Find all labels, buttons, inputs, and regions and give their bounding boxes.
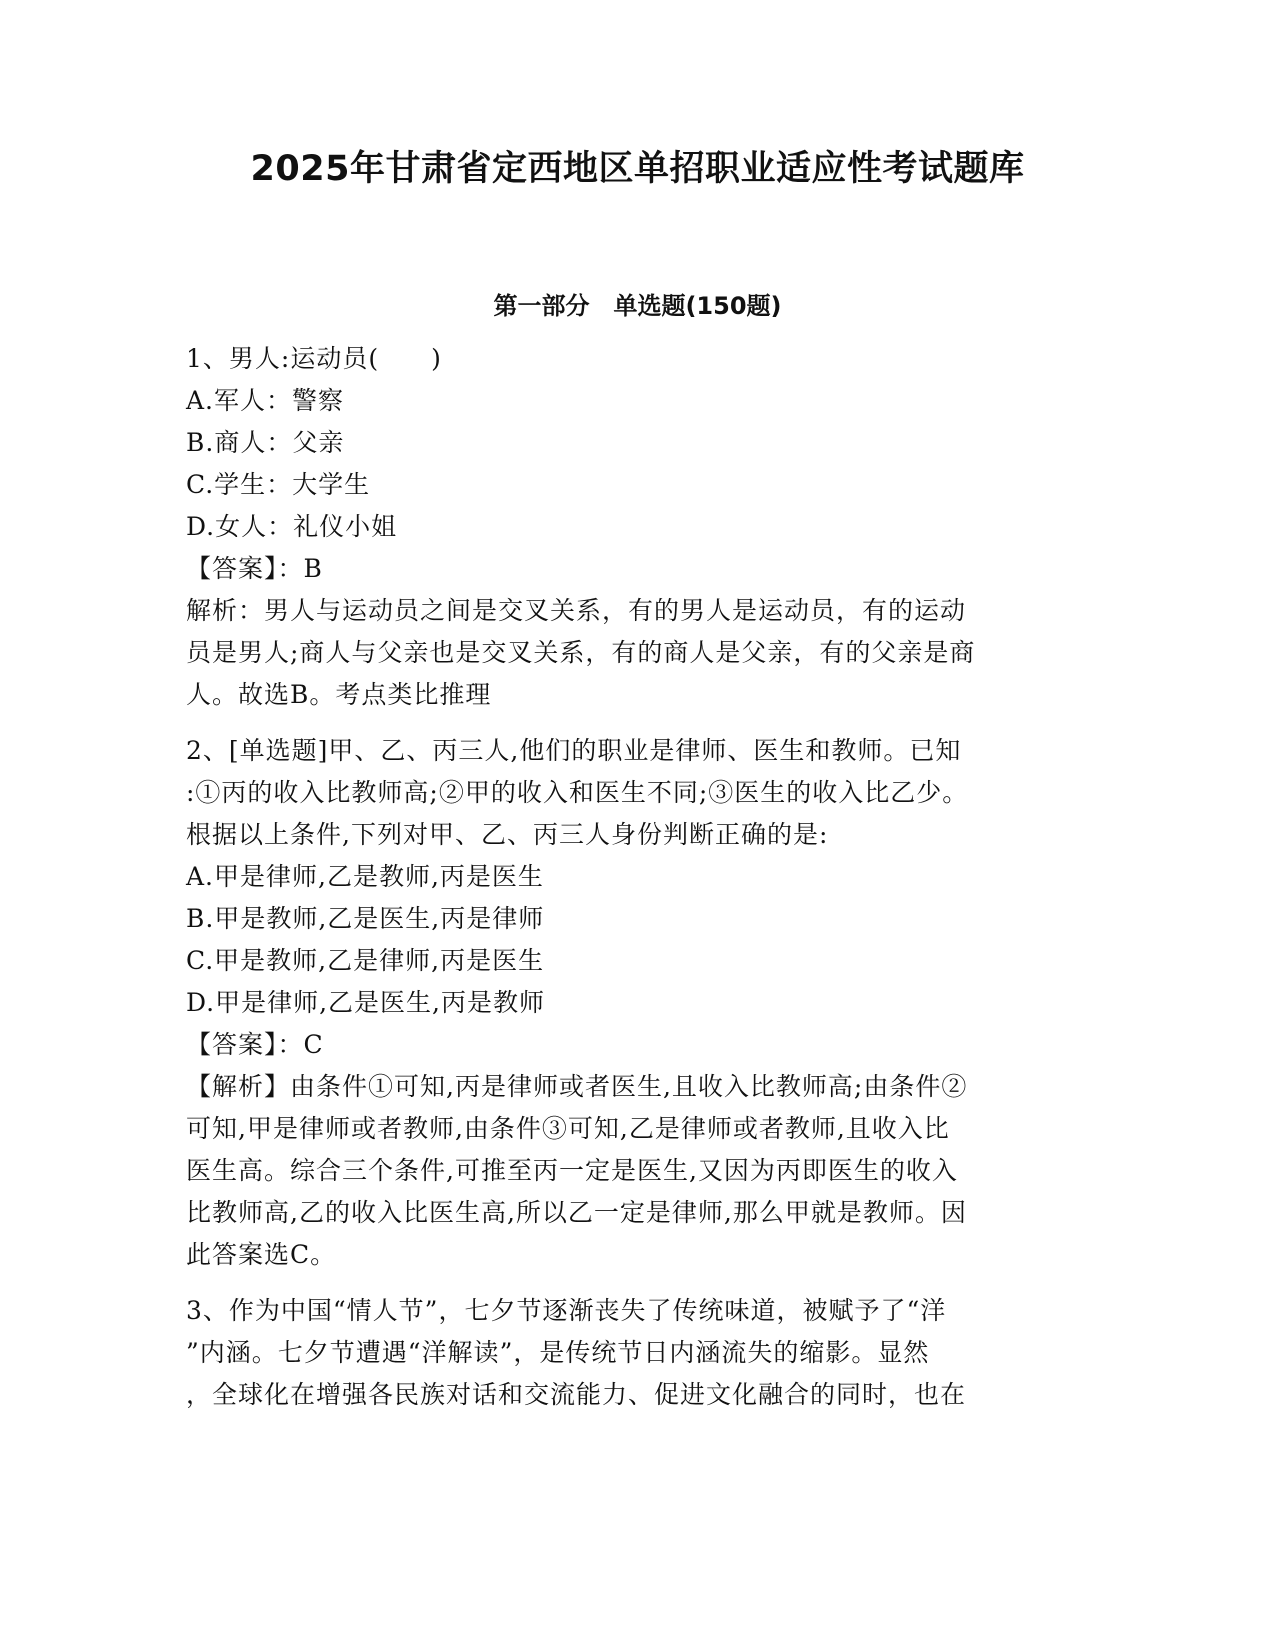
option-c: C.甲是教师,乙是律师,丙是医生 [186, 946, 545, 975]
answer: 【答案】：B [186, 554, 323, 583]
question-list [186, 338, 1086, 1416]
question-stem: :①丙的收入比教师高;②甲的收入和医生不同;③医生的收入比乙少。 [186, 778, 969, 807]
option-c: C.学生：大学生 [186, 470, 371, 499]
option-b: B.商人：父亲 [186, 428, 345, 457]
option-b: B.甲是教师,乙是医生,丙是律师 [186, 904, 545, 933]
analysis-line: 比教师高,乙的收入比医生高,所以乙一定是律师,那么甲就是教师。因 [186, 1198, 967, 1227]
question-stem: ”内涵。七夕节遭遇“洋解读”，是传统节日内涵流失的缩影。显然 [186, 1338, 930, 1367]
question-stem: 3、作为中国“情人节”，七夕节逐渐丧失了传统味道，被赋予了“洋 [186, 1296, 947, 1325]
analysis-line: 解析：男人与运动员之间是交叉关系，有的男人是运动员，有的运动 [186, 596, 967, 625]
analysis-line: 员是男人;商人与父亲也是交叉关系，有的商人是父亲，有的父亲是商 [186, 638, 976, 667]
question-2 [186, 730, 1086, 1276]
option-a: A.甲是律师,乙是教师,丙是医生 [186, 862, 544, 891]
option-d: D.女人：礼仪小姐 [186, 512, 398, 541]
question-stem: 2、[单选题]甲、乙、丙三人,他们的职业是律师、医生和教师。已知 [186, 736, 962, 765]
analysis-line: 人。故选B。考点类比推理 [186, 680, 492, 709]
question-stem: 1、男人:运动员( ) [186, 344, 442, 373]
analysis-line: 医生高。综合三个条件,可推至丙一定是医生,又因为丙即医生的收入 [186, 1156, 958, 1185]
question-spacer [186, 716, 1086, 730]
document-title: 2025年甘肃省定西地区单招职业适应性考试题库 [250, 149, 1025, 189]
question-stem: ，全球化在增强各民族对话和交流能力、促进文化融合的同时，也在 [186, 1380, 967, 1409]
analysis-line: 【解析】由条件①可知,丙是律师或者医生,且收入比教师高;由条件② [186, 1072, 968, 1101]
option-d: D.甲是律师,乙是医生,丙是教师 [186, 988, 545, 1017]
question-1 [186, 338, 1086, 716]
answer: 【答案】：C [186, 1030, 324, 1059]
analysis-line: 此答案选C。 [186, 1240, 337, 1269]
question-stem: 根据以上条件,下列对甲、乙、丙三人身份判断正确的是: [186, 820, 829, 849]
analysis-line: 可知,甲是律师或者教师,由条件③可知,乙是律师或者教师,且收入比 [186, 1114, 950, 1143]
question-spacer [186, 1276, 1086, 1290]
option-a: A.军人：警察 [186, 386, 345, 415]
section-title: 第一部分 单选题(150题) [493, 292, 782, 320]
question-3 [186, 1290, 1086, 1416]
